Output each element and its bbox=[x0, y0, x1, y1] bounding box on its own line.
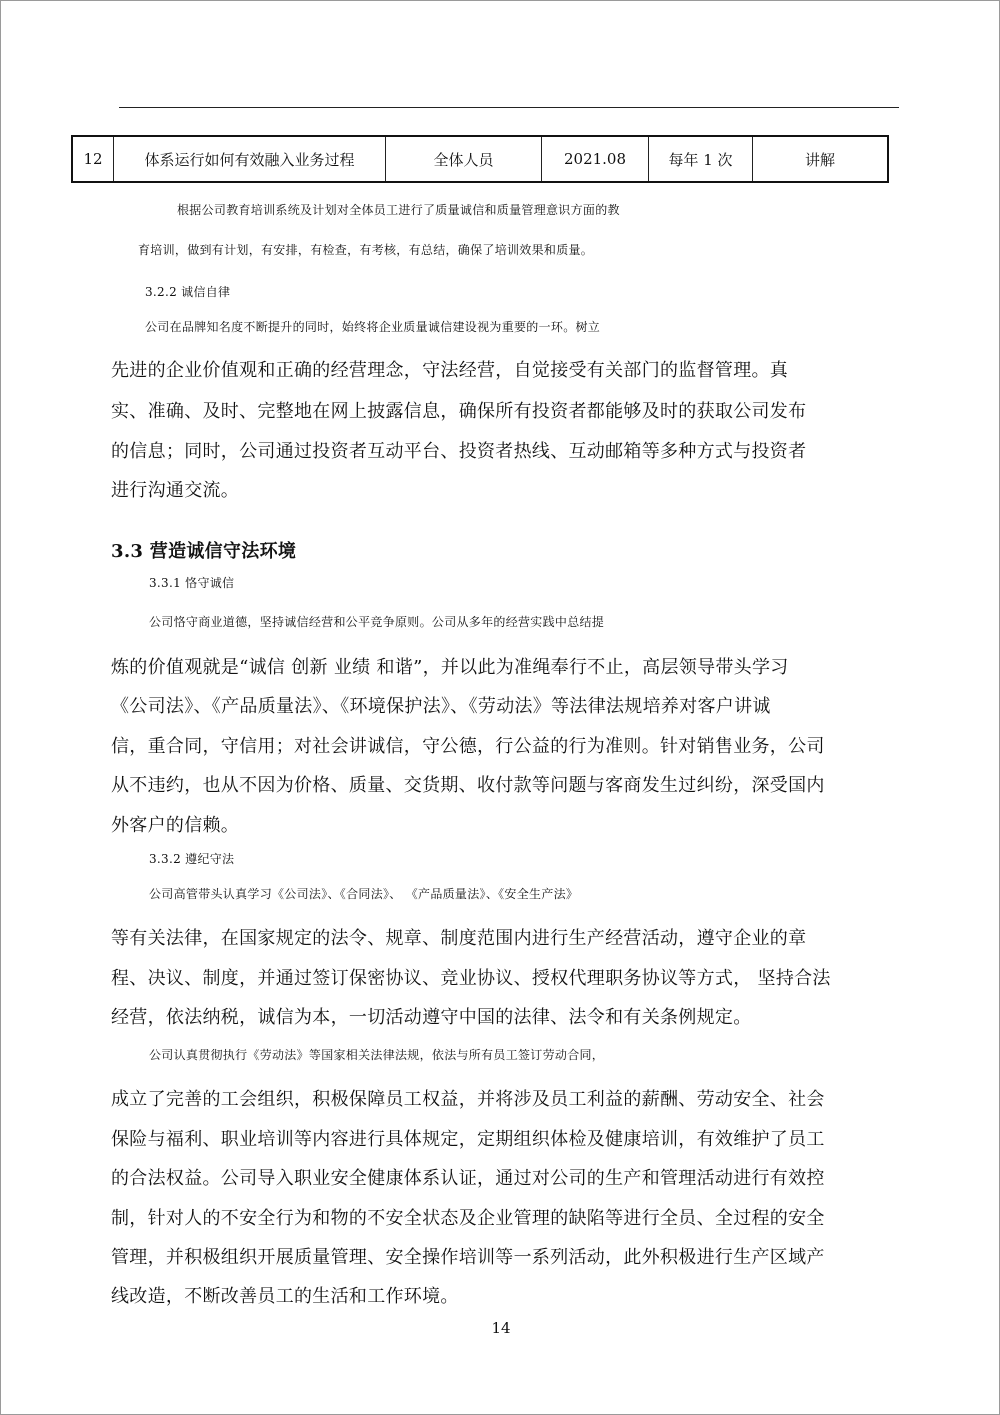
paragraph-line: 育培训，做到有计划，有安排，有检查，有考核，有总结，确保了培训效果和质量。 bbox=[138, 243, 594, 257]
paragraph-line: 先进的企业价值观和正确的经营理念，守法经营，自觉接受有关部门的监督管理。真 bbox=[111, 360, 789, 381]
paragraph-line: 的信息；同时，公司通过投资者互动平台、投资者热线、互动邮箱等多种方式与投资者 bbox=[111, 441, 807, 462]
paragraph-line: 公司恪守商业道德，坚持诚信经营和公平竞争原则。公司从多年的经营实践中总结提 bbox=[149, 615, 605, 629]
paragraph-line: 信，重合同，守信用；对社会讲诚信，守公德，行公益的行为准则。针对销售业务，公司 bbox=[111, 736, 825, 757]
paragraph-line: 成立了完善的工会组织，积极保障员工权益，并将涉及员工利益的薪酬、劳动安全、社会 bbox=[111, 1089, 825, 1110]
paragraph-line: 公司认真贯彻执行《劳动法》等国家相关法律法规，依法与所有员工签订劳动合同， bbox=[149, 1048, 605, 1062]
paragraph-line: 《公司法》、《产品质量法》、《环境保护法》、《劳动法》等法律法规培养对客户讲诚 bbox=[111, 696, 771, 717]
paragraph-line: 制，针对人的不安全行为和物的不安全状态及企业管理的缺陷等进行全员、全过程的安全 bbox=[111, 1208, 825, 1229]
table-cell-frequency: 每年 1 次 bbox=[649, 136, 753, 182]
section-heading: 3.3.2 遵纪守法 bbox=[149, 852, 235, 866]
paragraph-line: 程、决议、制度，并通过签订保密协议、竞业协议、授权代理职务协议等方式， 坚持合法 bbox=[111, 968, 831, 989]
section-heading: 3.3 营造诚信守法环境 bbox=[111, 541, 297, 562]
paragraph-line: 保险与福利、职业培训等内容进行具体规定，定期组织体检及健康培训，有效维护了员工 bbox=[111, 1129, 825, 1150]
paragraph-line: 经营，依法纳税，诚信为本，一切活动遵守中国的法律、法令和有关条例规定。 bbox=[111, 1007, 752, 1028]
table-cell-audience: 全体人员 bbox=[386, 136, 542, 182]
paragraph-line: 公司在品牌知名度不断提升的同时，始终将企业质量诚信建设视为重要的一环。树立 bbox=[145, 320, 601, 334]
page-number: 14 bbox=[491, 1319, 511, 1337]
paragraph-line: 管理，并积极组织开展质量管理、安全操作培训等一系列活动，此外积极进行生产区域产 bbox=[111, 1247, 825, 1268]
table-cell-date: 2021.08 bbox=[542, 136, 649, 182]
paragraph-line: 实、准确、及时、完整地在网上披露信息，确保所有投资者都能够及时的获取公司发布 bbox=[111, 401, 807, 422]
paragraph-line: 公司高管带头认真学习《公司法》、《合同法》、 《产品质量法》、《安全生产法》 bbox=[149, 887, 579, 901]
table-cell-topic: 体系运行如何有效融入业务过程 bbox=[114, 136, 386, 182]
paragraph-line: 进行沟通交流。 bbox=[111, 480, 240, 501]
table-row bbox=[72, 136, 888, 182]
section-heading: 3.3.1 恪守诚信 bbox=[149, 576, 235, 590]
paragraph-line: 炼的价值观就是“诚信 创新 业绩 和谐”，并以此为准绳奉行不止，高层领导带头学习 bbox=[111, 657, 789, 678]
table-cell-no: 12 bbox=[72, 136, 114, 182]
paragraph-line: 外客户的信赖。 bbox=[111, 815, 240, 836]
paragraph-line: 线改造，不断改善员工的生活和工作环境。 bbox=[111, 1286, 459, 1307]
header-rule bbox=[119, 107, 899, 108]
table-cell-method: 讲解 bbox=[753, 136, 889, 182]
paragraph-line: 从不违约，也从不因为价格、质量、交货期、收付款等问题与客商发生过纠纷，深受国内 bbox=[111, 775, 825, 796]
section-heading: 3.2.2 诚信自律 bbox=[145, 285, 231, 299]
paragraph-line: 根据公司教育培训系统及计划对全体员工进行了质量诚信和质量管理意识方面的教 bbox=[177, 203, 620, 217]
paragraph-line: 等有关法律，在国家规定的法令、规章、制度范围内进行生产经营活动，遵守企业的章 bbox=[111, 928, 807, 949]
paragraph-line: 的合法权益。公司导入职业安全健康体系认证，通过对公司的生产和管理活动进行有效控 bbox=[111, 1168, 825, 1189]
training-table bbox=[71, 135, 889, 183]
